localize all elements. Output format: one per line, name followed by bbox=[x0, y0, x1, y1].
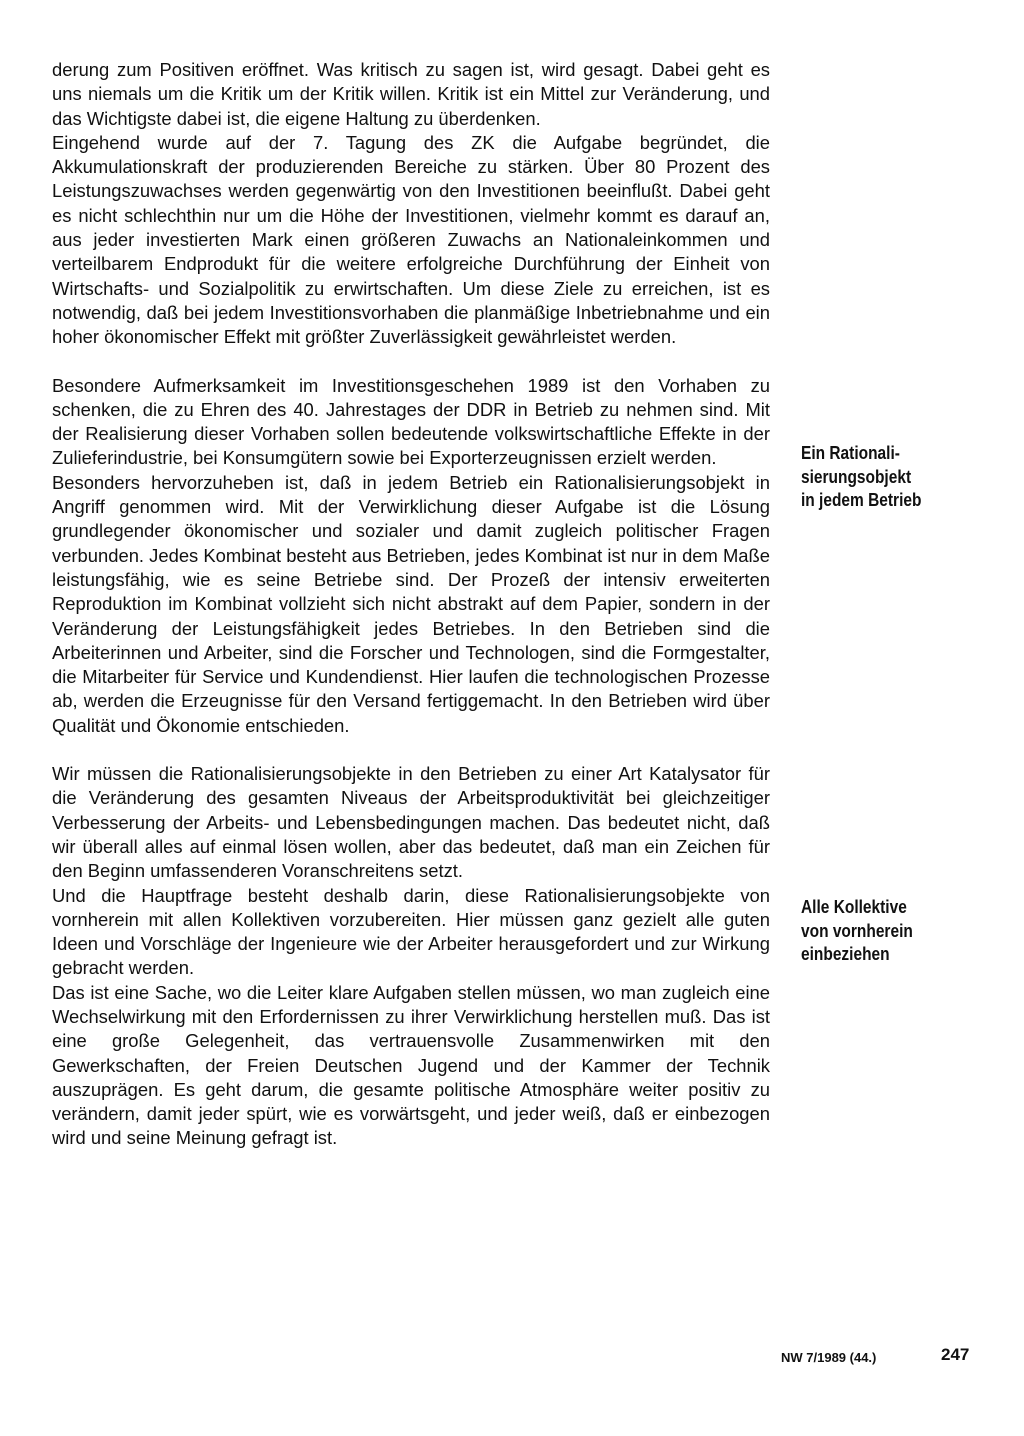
paragraph-6: Und die Hauptfrage besteht deshalb darin, diese Rationalisierungsobjekte von vornherein mit allen Kollektiven vorzubereiten. Hier müssen ganz gezielt alle guten Ideen und Vorschläge der Ingenieure wie der Arbeiter herausgefordert und zur Wirkung gebracht werden. bbox=[52, 884, 770, 979]
paragraph-4: Besonders hervorzuheben ist, daß in jedem Betrieb ein Rationalisierungsobjekt in Angriff genommen wird. Mit der Verwirklichung dieser Aufgabe ist die Lösung grundlegender ökonomischer und sozialer und damit zugleich politischer Fragen verbunden. Jedes Kombinat besteht aus Betrieben, jedes Kombinat ist nur in dem Maße leistungsfähig, wie es seine Betriebe sind. Der Prozeß der intensiv erweiterten Reproduktion im Kombinat vollzieht sich nicht abstrakt auf dem Papier, sondern in der Veränderung der Leistungsfähigkeit jedes Betriebes. In den Betrieben sind die Arbeiterinnen und Arbeiter, sind die Forscher und Technologen, sind die Formgestalter, die Mitarbeiter für Service und Kundendienst. Hier laufen die technologischen Prozesse ab, werden die Erzeugnisse für den Versand fertiggemacht. In den Betrieben wird über Qualität und Ökonomie entschieden. bbox=[52, 471, 770, 736]
page-number: 247 bbox=[941, 1345, 970, 1364]
paragraph-2: Eingehend wurde auf der 7. Tagung des ZK die Aufgabe begründet, die Akkumulationskraft der produzierenden Bereiche zu stärken. Über 80 Prozent des Leistungszuwachses werden gegenwärtig von den Investitionen beeinflußt. Dabei geht es nicht schlechthin nur um die Höhe der Investitionen, vielmehr kommt es darauf an, aus jeder investierten Mark einen größeren Zuwachs an Nationaleinkommen und verteilbarem Endprodukt für die weitere erfolgreiche Durchführung der Einheit von Wirtschafts- und Sozialpolitik zu erwirtschaften. Um diese Ziele zu erreichen, ist es notwendig, daß bei jedem Investitionsvorhaben die planmäßige Inbetriebnahme und ein hoher ökonomischer Effekt mit größter Zuverlässigkeit gewährleistet werden. bbox=[52, 131, 770, 348]
paragraph-1: derung zum Positiven eröffnet. Was kritisch zu sagen ist, wird gesagt. Dabei geht es uns niemals um die Kritik um der Kritik willen. Kritik ist ein Mittel zur Veränderung, und das Wichtigste dabei ist, die eigene Haltung zu überdenken. bbox=[52, 59, 770, 129]
margin-heading-rationalisierungsobjekt: Ein Rationali- sierungsobjekt in jedem Betrieb bbox=[801, 443, 922, 510]
publication-reference: NW 7/1989 (44.) bbox=[781, 1350, 877, 1365]
paragraph-5: Wir müssen die Rationalisierungsobjekte in den Betrieben zu einer Art Katalysator für die Veränderung des gesamten Niveaus der Arbeitsproduktivität bei gleichzeitiger Verbesserung der Arbeits- und Lebensbedingungen machen. Das bedeutet nicht, daß wir überall alles auf einmal lösen wollen, aber das bedeutet, daß man ein Zeichen für den Beginn umfassenderen Voranschreitens setzt. bbox=[52, 763, 770, 882]
paragraph-3: Besondere Aufmerksamkeit im Investitionsgeschehen 1989 ist den Vorhaben zu schenken, die zu Ehren des 40. Jahrestages der DDR in Betrieb zu nehmen sind. Mit der Realisierung dieser Vorhaben sollen bedeutende volkswirtschaftliche Effekte in der Zulieferindustrie, bei Konsumgütern sowie bei Exporterzeugnissen erzielt werden. bbox=[52, 374, 770, 469]
margin-heading-kollektive: Alle Kollektive von vornherein einbeziehen bbox=[801, 897, 913, 964]
paragraph-7: Das ist eine Sache, wo die Leiter klare Aufgaben stellen müssen, wo man zugleich eine Wechselwirkung mit den Erfordernissen zu ihrer Verwirklichung herstellen muß. Das ist eine große Gelegenheit, das vertrauensvolle Zusammenwirken mit den Gewerkschaften, der Freien Deutschen Jugend und der Kammer der Technik auszuprägen. Es geht darum, die gesamte politische Atmosphäre weiter positiv zu verändern, damit jeder spürt, wie es vorwärtsgeht, und jeder weiß, daß er einbezogen wird und seine Meinung gefragt ist. bbox=[52, 981, 770, 1149]
main-text-column bbox=[52, 58, 770, 1151]
